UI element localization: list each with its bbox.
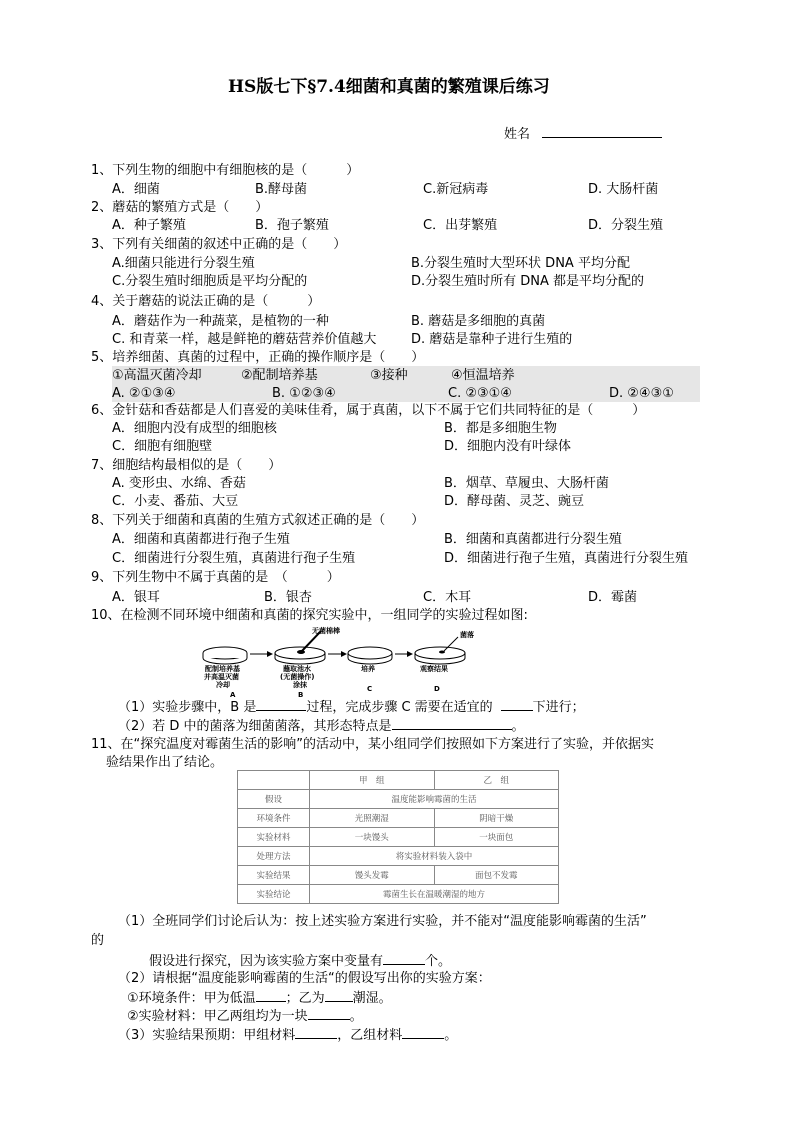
q10-part2-text-b: 。 bbox=[511, 719, 525, 734]
table-row bbox=[238, 885, 559, 904]
q9-option-b: B．银杏 bbox=[264, 590, 312, 605]
q11-result-text-b: ，乙组材料 bbox=[337, 1028, 403, 1043]
page-title: HS版七下§7.4细菌和真菌的繁殖课后练习 bbox=[228, 77, 550, 97]
petri-dish-a bbox=[203, 647, 247, 664]
q8-option-c: C．细菌进行分裂生殖，真菌进行孢子生殖 bbox=[112, 551, 356, 566]
q10-part1-text-b: 过程，完成步骤 C 需要在适宜的 bbox=[306, 700, 493, 715]
experiment-table bbox=[237, 770, 559, 904]
q1-stem: 1、下列生物的细胞中有细胞核的是（ ） bbox=[91, 163, 360, 178]
table-row bbox=[238, 828, 559, 847]
table-cell: 面包不发霉 bbox=[434, 866, 558, 885]
q5-option-a: A. ②①③④ bbox=[112, 386, 176, 401]
q2-option-c: C．出芽繁殖 bbox=[423, 218, 498, 233]
step-c-label: 培养 bbox=[361, 665, 375, 673]
q11-blank-jia-result[interactable] bbox=[295, 1025, 337, 1039]
table-row-label: 实验结论 bbox=[238, 885, 310, 904]
table-row bbox=[238, 771, 559, 790]
q4-option-a: A．蘑菇作为一种蔬菜，是植物的一种 bbox=[112, 314, 329, 329]
q9-option-c: C．木耳 bbox=[423, 590, 472, 605]
petri-dish-d bbox=[415, 637, 465, 664]
letter-c: C bbox=[367, 685, 373, 693]
q7-option-a: A. 变形虫、水绵、香菇 bbox=[112, 476, 246, 491]
name-blank[interactable] bbox=[542, 124, 662, 138]
q11-result-text-a: （3）实验结果预期：甲组材料 bbox=[118, 1028, 296, 1043]
q11-part2: （2）请根据“温度能影响霉菌的生活“的假设写出你的实验方案： bbox=[118, 971, 491, 986]
q4-option-b: B. 蘑菇是多细胞的真菌 bbox=[411, 314, 546, 329]
q11-material-text: ②实验材料：甲乙两组均为一块 bbox=[127, 1009, 308, 1024]
q7-option-c: C．小麦、番茄、大豆 bbox=[112, 494, 239, 509]
q3-option-a: A.细菌只能进行分裂生殖 bbox=[112, 256, 255, 271]
q11-material-end: 。 bbox=[349, 1009, 363, 1024]
q8-option-a: A．细菌和真菌都进行孢子生殖 bbox=[112, 532, 290, 547]
q1-option-a: A．细菌 bbox=[112, 182, 160, 197]
q11-env-text-b: ；乙为 bbox=[285, 991, 325, 1006]
table-row bbox=[238, 847, 559, 866]
process-diagram-svg bbox=[200, 625, 550, 700]
q10-part1 bbox=[118, 697, 585, 716]
q11-stem-line1: 11、在“探究温度对霉菌生活的影响”的活动中，某小组同学们按照如下方案进行了实验，并依据实 bbox=[91, 737, 655, 752]
q10-part2 bbox=[118, 716, 525, 735]
table-row-label: 实验结果 bbox=[238, 866, 310, 885]
q11-blank-variables[interactable] bbox=[383, 951, 425, 965]
q11-part3 bbox=[118, 1025, 457, 1044]
q2-option-a: A．种子繁殖 bbox=[112, 218, 186, 233]
letter-a: A bbox=[230, 691, 236, 699]
table-cell: 一块面包 bbox=[434, 828, 558, 847]
q6-option-c: C．细胞有细胞壁 bbox=[112, 439, 213, 454]
q5-option-d: D. ②④③① bbox=[609, 386, 674, 401]
step-b-line1: 蘸取池水 bbox=[283, 665, 311, 673]
q11-part1-line1: （1）全班同学们讨论后认为：按上述实验方案进行实验，并不能对“温度能影响霉菌的生活” bbox=[118, 914, 647, 929]
q3-option-c: C.分裂生殖时细胞质是平均分配的 bbox=[112, 274, 308, 289]
q10-blank-1[interactable] bbox=[256, 697, 306, 711]
q11-result-end: 。 bbox=[444, 1028, 458, 1043]
q8-option-d: D．细菌进行孢子生殖，真菌进行分裂生殖 bbox=[444, 551, 689, 566]
q10-blank-3[interactable] bbox=[392, 716, 512, 730]
q7-option-d: D．酵母菌、灵芝、豌豆 bbox=[444, 494, 585, 509]
q11-blank-jia-env[interactable] bbox=[256, 988, 286, 1002]
table-row-label: 假设 bbox=[238, 790, 310, 809]
q11-part1-line2: 的 bbox=[91, 933, 105, 948]
q7-option-b: B．烟草、草履虫、大肠杆菌 bbox=[444, 476, 609, 491]
q10-part1-text-c: 下进行； bbox=[532, 700, 585, 715]
q5-option-c: C. ②③①④ bbox=[448, 386, 512, 401]
q3-option-b: B.分裂生殖时大型环状 DNA 平均分配 bbox=[411, 256, 630, 271]
table-header-yi: 乙 组 bbox=[434, 771, 558, 790]
table-row bbox=[238, 809, 559, 828]
table-cell: 将实验材料装入袋中 bbox=[310, 847, 559, 866]
q11-env-text-a: ①环境条件：甲为低温 bbox=[127, 991, 256, 1006]
q11-part2-material bbox=[127, 1006, 363, 1025]
step-d-label: 观察结果 bbox=[420, 665, 448, 673]
table-cell: 馒头发霉 bbox=[310, 866, 434, 885]
table-cell: 霉菌生长在温暖潮湿的地方 bbox=[310, 885, 559, 904]
q11-part1-end: 个。 bbox=[425, 954, 452, 969]
q4-stem: 4、关于蘑菇的说法正确的是（ ） bbox=[91, 294, 321, 309]
q8-option-b: B．细菌和真菌都进行分裂生殖 bbox=[444, 532, 622, 547]
q5-step-1: ①高温灭菌冷却 bbox=[112, 368, 202, 383]
q5-step-2: ②配制培养基 bbox=[241, 368, 318, 383]
q1-option-c: C.新冠病毒 bbox=[423, 182, 489, 197]
q8-stem: 8、下列关于细菌和真菌的生殖方式叙述正确的是（ ） bbox=[91, 513, 425, 528]
q11-part1-text: 假设进行探究，因为该实验方案中变量有 bbox=[149, 954, 384, 969]
step-a-line1: 配制培养基 bbox=[205, 665, 240, 673]
q10-part2-text-a: （2）若 D 中的菌落为细菌菌落，其形态特点是 bbox=[118, 719, 392, 734]
q5-step-3: ③接种 bbox=[370, 368, 408, 383]
q3-option-d: D.分裂生殖时所有 DNA 都是平均分配的 bbox=[411, 274, 645, 289]
q10-blank-2[interactable] bbox=[501, 697, 533, 711]
table-row bbox=[238, 866, 559, 885]
q5-option-b: B. ①②③④ bbox=[272, 386, 336, 401]
q9-option-a: A．银耳 bbox=[112, 590, 160, 605]
q11-blank-material[interactable] bbox=[308, 1006, 350, 1020]
q7-stem: 7、细胞结构最相似的是（ ） bbox=[91, 458, 282, 473]
experiment-process-diagram bbox=[200, 625, 550, 700]
q1-option-b: B.酵母菌 bbox=[255, 182, 308, 197]
table-row-label: 处理方法 bbox=[238, 847, 310, 866]
step-a-line3: 冷却 bbox=[216, 681, 230, 689]
name-field bbox=[504, 124, 662, 143]
step-b-line3: 涂抹 bbox=[293, 681, 307, 689]
letter-b: B bbox=[298, 691, 304, 699]
table-row-label: 实验材料 bbox=[238, 828, 310, 847]
q11-part1-line3 bbox=[149, 951, 451, 970]
q2-option-d: D．分裂生殖 bbox=[588, 218, 664, 233]
q6-option-a: A．细胞内没有成型的细胞核 bbox=[112, 421, 277, 436]
q4-option-d: D. 蘑菇是靠种子进行生殖的 bbox=[411, 332, 573, 347]
step-b-line2: (无菌操作) bbox=[280, 673, 315, 681]
q11-blank-yi-result[interactable] bbox=[402, 1025, 444, 1039]
table-cell: 阴暗干燥 bbox=[434, 809, 558, 828]
name-label: 姓名 bbox=[504, 127, 531, 142]
table-row bbox=[238, 790, 559, 809]
q2-option-b: B．孢子繁殖 bbox=[255, 218, 329, 233]
q2-stem: 2、蘑菇的繁殖方式是（ ） bbox=[91, 200, 269, 215]
q6-option-d: D．细胞内没有叶绿体 bbox=[444, 439, 572, 454]
swab-label: 无菌棉棒 bbox=[312, 627, 340, 635]
q1-option-d: D. 大肠杆菌 bbox=[588, 182, 659, 197]
q6-stem: 6、金针菇和香菇都是人们喜爱的美味佳肴，属于真菌，以下不属于它们共同特征的是（ ） bbox=[91, 403, 646, 418]
q11-blank-yi-env[interactable] bbox=[325, 988, 353, 1002]
q11-part2-env bbox=[127, 988, 392, 1007]
letter-d: D bbox=[434, 685, 440, 693]
q11-stem-line2: 验结果作出了结论。 bbox=[106, 755, 224, 770]
table-header-jia: 甲 组 bbox=[310, 771, 434, 790]
q3-stem: 3、下列有关细菌的叙述中正确的是（ ） bbox=[91, 237, 347, 252]
petri-dish-b bbox=[275, 631, 325, 664]
petri-dish-c bbox=[348, 647, 392, 664]
q5-step-4: ④恒温培养 bbox=[451, 368, 515, 383]
q11-env-text-c: 潮湿。 bbox=[352, 991, 392, 1006]
table-cell: 温度能影响霉菌的生活 bbox=[310, 790, 559, 809]
table-cell: 光照潮湿 bbox=[310, 809, 434, 828]
step-a-line2: 并高温灭菌 bbox=[204, 673, 239, 681]
q6-option-b: B．都是多细胞生物 bbox=[444, 421, 557, 436]
q5-stem: 5、培养细菌、真菌的过程中，正确的操作顺序是（ ） bbox=[91, 350, 425, 365]
q9-option-d: D．霉菌 bbox=[588, 590, 638, 605]
colony-label: 菌落 bbox=[460, 631, 474, 639]
q10-stem: 10、在检测不同环境中细菌和真菌的探究实验中，一组同学的实验过程如图: bbox=[91, 608, 528, 623]
table-cell bbox=[238, 771, 310, 790]
q4-option-c: C. 和青菜一样，越是鲜艳的蘑菇营养价值越大 bbox=[112, 332, 377, 347]
table-row-label: 环境条件 bbox=[238, 809, 310, 828]
q10-part1-text-a: （1）实验步骤中，B 是 bbox=[118, 700, 257, 715]
q9-stem: 9、下列生物中不属于真菌的是 （ ） bbox=[91, 570, 340, 585]
table-cell: 一块馒头 bbox=[310, 828, 434, 847]
